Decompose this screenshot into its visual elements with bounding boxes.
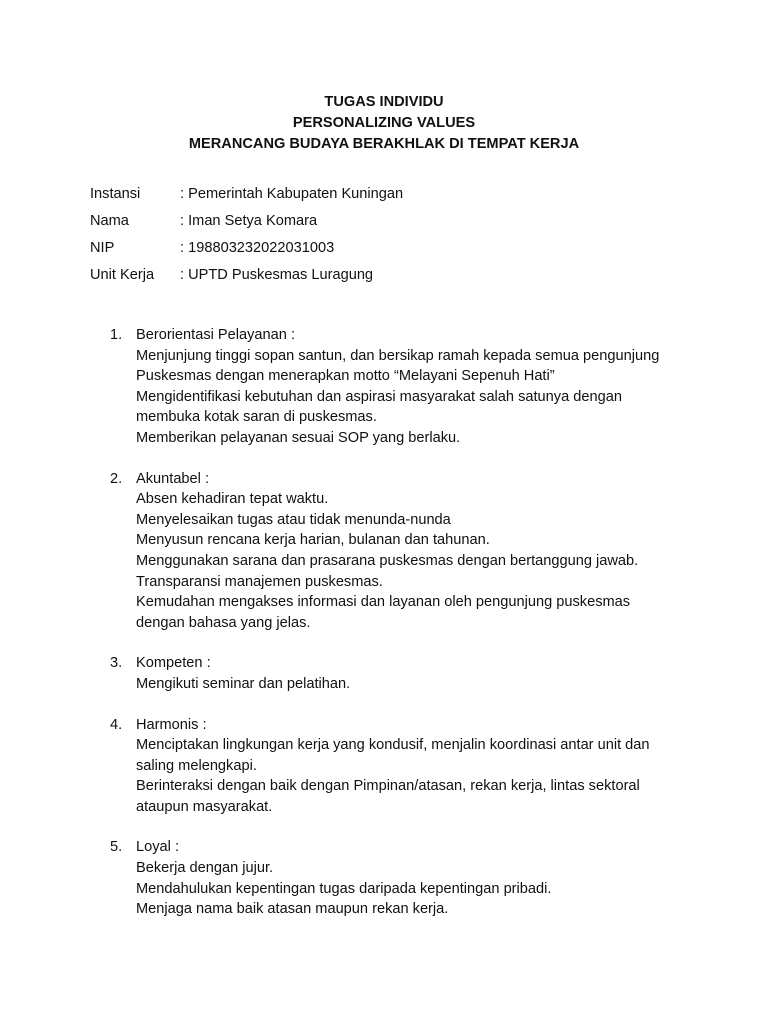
section-line: Memberikan pelayanan sesuai SOP yang berlaku. bbox=[136, 429, 461, 446]
section-body bbox=[136, 346, 678, 449]
info-label: Instansi bbox=[90, 186, 141, 202]
section-body bbox=[136, 674, 678, 695]
section-title: Berorientasi Pelayanan : bbox=[136, 327, 296, 343]
section-line: saling melengkapi. bbox=[136, 757, 257, 774]
section-line: Menjaga nama baik atasan maupun rekan kerja. bbox=[136, 901, 449, 918]
section-line: Mengikuti seminar dan pelatihan. bbox=[136, 675, 351, 692]
section-heading bbox=[110, 653, 678, 674]
section-title: Harmonis : bbox=[136, 716, 207, 733]
section-heading bbox=[110, 837, 678, 858]
title-line-3: MERANCANG BUDAYA BERAKHLAK DI TEMPAT KERJA bbox=[188, 136, 580, 152]
section-title: Akuntabel : bbox=[136, 470, 210, 487]
title-line-2: PERSONALIZING VALUES bbox=[292, 115, 476, 131]
section-line: Mendahulukan kepentingan tugas daripada kepentingan pribadi. bbox=[136, 880, 552, 897]
section-line: Absen kehadiran tepat waktu. bbox=[136, 491, 329, 508]
info-value: : UPTD Puskesmas Luragung bbox=[180, 267, 374, 283]
section-title: Kompeten : bbox=[136, 655, 211, 672]
info-value: : Iman Setya Komara bbox=[180, 213, 318, 229]
section-title: Loyal : bbox=[136, 839, 179, 856]
section-line: Menggunakan sarana dan prasarana puskesmas dengan bertanggung jawab. bbox=[136, 552, 639, 569]
title-line-1: TUGAS INDIVIDU bbox=[324, 94, 444, 110]
section-loyal bbox=[110, 837, 678, 919]
section-heading bbox=[110, 469, 678, 490]
info-value: : 198803232022031003 bbox=[180, 240, 335, 256]
document-title bbox=[0, 92, 768, 155]
info-row-nama bbox=[90, 211, 403, 238]
section-line: Menciptakan lingkungan kerja yang kondusif, menjalin koordinasi antar unit dan bbox=[136, 737, 650, 754]
identity-info bbox=[90, 184, 403, 292]
info-row-unit-kerja bbox=[90, 265, 403, 292]
section-body bbox=[136, 735, 678, 817]
values-list bbox=[110, 325, 678, 940]
info-label: NIP bbox=[90, 240, 115, 256]
section-line: dengan bahasa yang jelas. bbox=[136, 614, 311, 631]
section-number: 2. bbox=[110, 470, 123, 487]
section-heading bbox=[110, 325, 678, 346]
section-line: Mengidentifikasi kebutuhan dan aspirasi masyarakat salah satunya dengan bbox=[136, 388, 622, 405]
section-line: Bekerja dengan jujur. bbox=[136, 860, 274, 877]
section-line: Kemudahan mengakses informasi dan layanan oleh pengunjung puskesmas bbox=[136, 594, 631, 611]
section-line: Menyusun rencana kerja harian, bulanan dan tahunan. bbox=[136, 532, 490, 549]
info-value: : Pemerintah Kabupaten Kuningan bbox=[180, 186, 404, 202]
section-line: ataupun masyarakat. bbox=[136, 798, 273, 815]
section-number: 3. bbox=[110, 655, 123, 672]
section-number: 5. bbox=[110, 839, 123, 856]
info-row-nip bbox=[90, 238, 403, 265]
section-line: Menyelesaikan tugas atau tidak menunda-nunda bbox=[136, 511, 451, 528]
section-line: membuka kotak saran di puskesmas. bbox=[136, 409, 377, 426]
section-line: Berinteraksi dengan baik dengan Pimpinan/atasan, rekan kerja, lintas sektoral bbox=[136, 778, 640, 795]
section-kompeten bbox=[110, 653, 678, 694]
section-number: 4. bbox=[110, 716, 123, 733]
info-row-instansi bbox=[90, 184, 403, 211]
section-line: Puskesmas dengan menerapkan motto “Melayani Sepenuh Hati” bbox=[136, 368, 555, 385]
section-heading bbox=[110, 715, 678, 736]
section-akuntabel bbox=[110, 469, 678, 634]
section-line: Menjunjung tinggi sopan santun, dan bersikap ramah kepada semua pengunjung bbox=[136, 347, 660, 364]
info-label: Nama bbox=[90, 213, 129, 229]
section-berorientasi-pelayanan bbox=[110, 325, 678, 449]
section-harmonis bbox=[110, 715, 678, 818]
info-label: Unit Kerja bbox=[90, 267, 155, 283]
section-number: 1. bbox=[110, 327, 123, 343]
section-line: Transparansi manajemen puskesmas. bbox=[136, 573, 383, 590]
section-body bbox=[136, 489, 678, 633]
section-body bbox=[136, 858, 678, 920]
